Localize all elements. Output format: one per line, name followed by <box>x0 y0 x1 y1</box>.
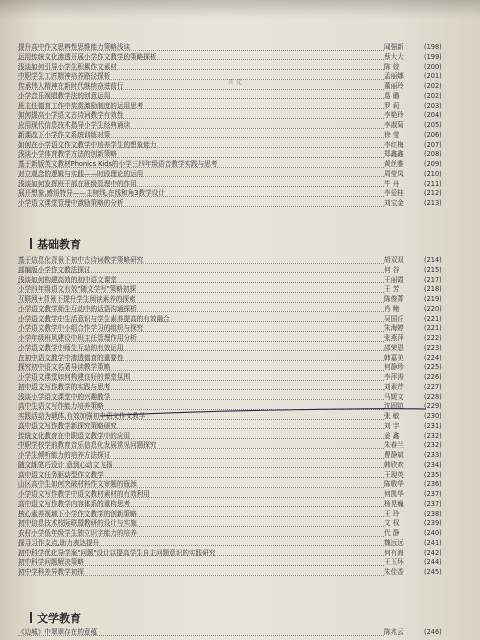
toc-row <box>18 102 458 112</box>
toc-title: 互联网+背景下提升学生阅读素养的探索 <box>18 295 136 303</box>
toc-page-number: (236) <box>424 480 442 489</box>
toc-page-number: (213) <box>424 199 442 207</box>
toc-row <box>18 150 458 160</box>
toc-page-number: (202) <box>424 91 442 100</box>
section-bar <box>30 612 32 623</box>
toc-row <box>18 471 458 481</box>
toc-author: 刘 宇 <box>384 421 400 430</box>
toc-author: 代 静 <box>384 529 400 537</box>
toc-author: 肖 鲍 <box>384 304 400 313</box>
toc-title: 浅谈如何发挥班干部在班级管理中的作用 <box>18 179 137 188</box>
toc-title: 山区高中生如何突破材料作文审题的瓶颈 <box>18 480 137 489</box>
toc-row <box>18 393 458 403</box>
toc-author: 李红梅 <box>384 140 404 149</box>
toc-row <box>18 43 458 53</box>
toc-author: 董丽玲 <box>384 82 404 90</box>
toc-row <box>18 131 458 141</box>
section-bar <box>30 238 32 249</box>
section-heading-wenxue <box>30 610 81 626</box>
toc-author: 刘宝金 <box>384 199 404 207</box>
toc-title: 对立观念的逻辑与实践——时段理论的运用 <box>18 169 144 178</box>
toc-author: 胡双双 <box>384 256 404 264</box>
toc-author: 韩嘉美 <box>384 353 404 362</box>
toc-page-number: (227) <box>424 382 442 391</box>
toc-page-number: (218) <box>424 285 442 294</box>
toc-title: 基于信息化背景下初中古诗词教学策略研究 <box>18 256 144 264</box>
toc-row <box>18 558 458 568</box>
toc-author: 朱春兰 <box>384 441 404 450</box>
toc-row <box>18 53 458 63</box>
toc-title: 小学语文教学师生互动中的话语沟通探析 <box>18 304 137 313</box>
toc-page-number: (237) <box>424 490 442 498</box>
toc-author: 沈固铂 <box>384 402 404 411</box>
toc-author: 何有海 <box>384 548 404 557</box>
toc-page-number: (221) <box>424 324 442 333</box>
section-title: 基础教育 <box>37 238 81 251</box>
toc-row <box>18 383 458 393</box>
toc-row <box>18 441 458 451</box>
toc-row <box>18 490 458 500</box>
toc-author: 魏远远 <box>384 538 404 547</box>
toc-author: 李爱桂 <box>384 189 404 198</box>
toc-author: 何 谷 <box>384 265 400 274</box>
toc-title: 初中信息技术校际联盟教研的设计与实施 <box>18 519 137 528</box>
toc-author: 韩欣欢 <box>384 460 404 469</box>
toc-title: 小学语文教学中小组合作学习的组织与探究 <box>18 324 144 333</box>
toc-author: 黄丝雅 <box>384 160 404 168</box>
toc-row <box>18 256 458 266</box>
toc-row <box>18 92 458 102</box>
toc-row <box>18 266 458 276</box>
toc-author: 孟丽娜 <box>384 72 404 81</box>
toc-title: 小学四年级语文有效"随文学写"策略初探 <box>18 285 137 294</box>
toc-page-number: (220) <box>424 304 442 313</box>
toc-title: 探寻习作支点,助力表达提升 <box>18 538 100 547</box>
toc-page-number: (231) <box>424 421 442 430</box>
toc-row <box>18 160 458 170</box>
toc-page-number: (210) <box>424 169 442 178</box>
toc-author: 李萍涛 <box>384 373 404 381</box>
toc-row <box>18 276 458 286</box>
toc-row <box>18 461 458 471</box>
toc-title: 核心素养视域下小学作文教学的创新策略 <box>18 509 137 518</box>
toc-title: 在初中语文教学中渗透德育的重要性 <box>18 353 124 362</box>
toc-page-number: (240) <box>424 529 442 537</box>
toc-author: 张 敏 <box>384 412 400 420</box>
toc-title: 初中科学优化导学案"问题"设计以提高学生自主问题意识的实践研究 <box>18 548 216 557</box>
toc-row <box>18 500 458 510</box>
toc-author: 何凯华 <box>384 490 404 498</box>
toc-title: 应用现代信息技术指导小学生经典诵读 <box>18 121 131 129</box>
toc-page-number: (244) <box>424 558 442 567</box>
toc-title: 基于新版英文教材Phonics Kids的小学三四年级语音教学实践与思考 <box>18 160 218 168</box>
toc-author: 王现英 <box>384 470 404 479</box>
toc-author: 陈敬华 <box>384 480 404 489</box>
toc-author: 邵荣恩 <box>384 343 404 352</box>
toc-title: 浅谈如何引导小学生积累作文素材 <box>18 62 117 71</box>
toc-author: 王 芳 <box>384 285 400 294</box>
toc-title: 传统文化教育在中职语文教学中的应用 <box>18 431 131 440</box>
toc-title: 班主任德育工作中奖赏激励制度的运用思考 <box>18 101 144 110</box>
toc-author: 李淑菊 <box>384 121 404 129</box>
toc-row <box>18 628 458 638</box>
toc-title: 实践活动为载体,有效加强初中语文作文教学 <box>18 412 146 420</box>
toc-page-number: (245) <box>424 568 442 576</box>
toc-row <box>18 141 458 151</box>
toc-title: 初中语文写作教学的实践与思考 <box>18 382 111 391</box>
toc-page-number: (242) <box>424 548 442 557</box>
toc-title: 高中语文写作教学新探究策略研究 <box>18 421 117 430</box>
toc-row <box>18 480 458 490</box>
toc-author: 文 权 <box>384 519 400 528</box>
toc-page-number: (229) <box>424 402 442 411</box>
toc-author: 陈 姣 <box>384 62 400 71</box>
toc-author: 周莹凤 <box>384 169 404 178</box>
toc-title: 高中语文写作教学内容体系的重构思考 <box>18 499 131 508</box>
toc-title: 浅谈小学语文课堂中的兴趣教学 <box>18 392 111 401</box>
toc-author: 朱佳香 <box>384 568 404 576</box>
toc-page-number: (225) <box>424 363 442 372</box>
toc-row <box>18 189 458 199</box>
toc-row <box>18 63 458 73</box>
toc-title: 小学生倾听能力的培养方法探讨 <box>18 451 111 459</box>
toc-author: 曹静斌 <box>384 451 404 459</box>
toc-page-number: (224) <box>424 353 442 362</box>
toc-page-number: (209) <box>424 160 442 168</box>
toc-page-number: (215) <box>424 265 442 274</box>
toc-author: 陈俊菁 <box>384 295 404 303</box>
toc-title: 初中科学问题解决策略 <box>18 558 84 567</box>
toc-title: 《边城》中翠翠存在的意蕴 <box>18 628 98 636</box>
toc-title: 探究初中语文名著导读教学策略 <box>18 363 111 372</box>
toc-page-number: (233) <box>424 451 442 459</box>
toc-page-number: (239) <box>424 519 442 528</box>
toc-row <box>18 305 458 315</box>
toc-title: 小学语文课堂管理中激励策略的分析 <box>18 199 124 207</box>
toc-author: 王丽霞 <box>384 275 404 284</box>
toc-list-wenxue <box>18 628 458 638</box>
toc-page-number: (202) <box>424 82 442 90</box>
toc-page-number: (205) <box>424 121 442 129</box>
toc-title: 小学语文教学中生活意识与学生素养提高的有效融合 <box>18 314 170 323</box>
toc-page-number: (207) <box>424 140 442 149</box>
toc-page-number: (246) <box>424 628 442 636</box>
toc-page-number: (237) <box>424 499 442 508</box>
toc-title: 随文练笔巧设计 意到心动文飞扬 <box>18 460 113 469</box>
toc-page-number: (232) <box>424 441 442 450</box>
toc-title: 部编版小学作文教法探讨 <box>18 265 91 274</box>
toc-author: 姜 鑫 <box>384 431 400 440</box>
toc-page-number: (228) <box>424 392 442 401</box>
toc-page-number: (226) <box>424 373 442 381</box>
toc-author: 张燕萍 <box>384 334 404 342</box>
toc-title: 传承伟人精神在新时代继续奋进前行 <box>18 82 124 90</box>
toc-author: 王玉环 <box>384 558 404 567</box>
section-title: 文学教育 <box>37 612 81 625</box>
toc-row <box>18 549 458 559</box>
toc-row <box>18 324 458 334</box>
toc-title: 小学音乐视唱教学法的创意运用 <box>18 91 111 100</box>
toc-row <box>18 180 458 190</box>
toc-author: 王 玲 <box>384 509 400 518</box>
toc-title: 新课改下小学作文系统训练对策 <box>18 130 111 139</box>
toc-row <box>18 121 458 131</box>
toc-page-number: (212) <box>424 189 442 198</box>
toc-author: 郑鑫鑫 <box>384 150 404 159</box>
toc-page-number: (235) <box>424 470 442 479</box>
toc-page-number: (198) <box>424 43 442 51</box>
toc-row <box>18 519 458 529</box>
toc-author: 陈兆云 <box>384 628 404 636</box>
toc-author: 李艳玲 <box>384 111 404 120</box>
toc-author: 牛 丹 <box>384 179 400 188</box>
toc-author: 何静珍 <box>384 363 404 372</box>
toc-title: 初中学科差异教学初探 <box>18 568 84 576</box>
toc-author: 杨晃巍 <box>384 499 404 508</box>
toc-list-top <box>18 43 458 209</box>
toc-title: 中职学生工匠精神培养路径探析 <box>18 72 111 81</box>
toc-title: 高中语文任务驱动型作文教学 <box>18 470 104 479</box>
toc-row <box>18 170 458 180</box>
toc-page-number: (219) <box>424 295 442 303</box>
toc-page-number: (217) <box>424 275 442 284</box>
toc-row <box>18 451 458 461</box>
toc-author: 朱海婷 <box>384 324 404 333</box>
toc-title: 浅谈如何构建高效的初中语文课堂 <box>18 275 117 284</box>
toc-title: 小学语文课堂如何构建良好的课堂氛围 <box>18 373 131 381</box>
toc-row <box>18 199 458 209</box>
toc-page-number: (214) <box>424 256 442 264</box>
toc-row <box>18 285 458 295</box>
toc-author: 徐 莹 <box>384 130 400 139</box>
toc-page-number: (221) <box>424 314 442 323</box>
toc-page-number: (232) <box>424 431 442 440</box>
toc-title: 提升高中作文思辨性思维能力策略浅谈 <box>18 43 131 51</box>
toc-row <box>18 354 458 364</box>
toc-title: 中职学校学前教育音乐信息化发展常见问题探究 <box>18 441 157 450</box>
toc-title: 高中生语文写作能力培养策略 <box>18 402 104 411</box>
toc-row <box>18 363 458 373</box>
toc-page-number: (241) <box>424 538 442 547</box>
toc-author: 吴国丘 <box>384 314 404 323</box>
toc-title: 浅谈小学体育教学方法的创新策略 <box>18 150 117 159</box>
pen-underline-mark <box>98 405 428 419</box>
toc-page-number: (238) <box>424 509 442 518</box>
toc-page-number: (200) <box>424 62 442 71</box>
toc-title: 农村小学低年级学生独立识字能力的培养 <box>18 529 137 537</box>
stamp-text: 开 元 <box>228 79 242 86</box>
toc-row <box>18 510 458 520</box>
toc-row <box>18 568 458 578</box>
toc-page-number: (206) <box>424 130 442 139</box>
toc-row <box>18 422 458 432</box>
toc-author: 马媛文 <box>384 392 404 401</box>
toc-author: 蔡大大 <box>384 52 404 61</box>
toc-page-number: (203) <box>424 101 442 110</box>
toc-row <box>18 373 458 383</box>
section-heading-jichu <box>30 236 81 252</box>
toc-row <box>18 295 458 305</box>
toc-row <box>18 344 458 354</box>
toc-title: 如何提高小学语文古诗词教学有效性 <box>18 111 124 120</box>
toc-row <box>18 529 458 539</box>
toc-author: 刘素芹 <box>384 382 404 391</box>
toc-page-number: (201) <box>424 72 442 81</box>
toc-page-number: (199) <box>424 52 442 61</box>
toc-author: 葛 璐 <box>384 91 400 100</box>
toc-title: 运用传统文化渗透开展小学作文教学的策略探析 <box>18 52 157 61</box>
toc-page-number: (211) <box>424 179 442 188</box>
toc-row <box>18 432 458 442</box>
toc-page-number: (223) <box>424 343 442 352</box>
toc-title: 小学语文写作教学中语文教材素材的有效利用 <box>18 490 150 498</box>
toc-title: 如何在小学语文作文教学中培养学生的想象能力 <box>18 140 157 149</box>
toc-row <box>18 111 458 121</box>
toc-row <box>18 334 458 344</box>
toc-title: 小学语文教学中师生互动的有效运用 <box>18 343 124 352</box>
toc-page-number: (222) <box>424 334 442 342</box>
toc-row <box>18 539 458 549</box>
toc-author: 罗 莉 <box>384 101 400 110</box>
toc-page-number: (230) <box>424 412 442 420</box>
page-shadow <box>0 0 480 18</box>
toc-page-number: (208) <box>424 150 442 159</box>
toc-author: 闻强新 <box>384 43 404 51</box>
toc-title: 展开想象,感悟特异——主树线,在线和角3教学设计 <box>18 189 165 198</box>
toc-page-number: (234) <box>424 460 442 469</box>
toc-page-number: (204) <box>424 111 442 120</box>
toc-title: 小学年级班风建设中班主任管理作用分析 <box>18 334 137 342</box>
toc-row <box>18 315 458 325</box>
